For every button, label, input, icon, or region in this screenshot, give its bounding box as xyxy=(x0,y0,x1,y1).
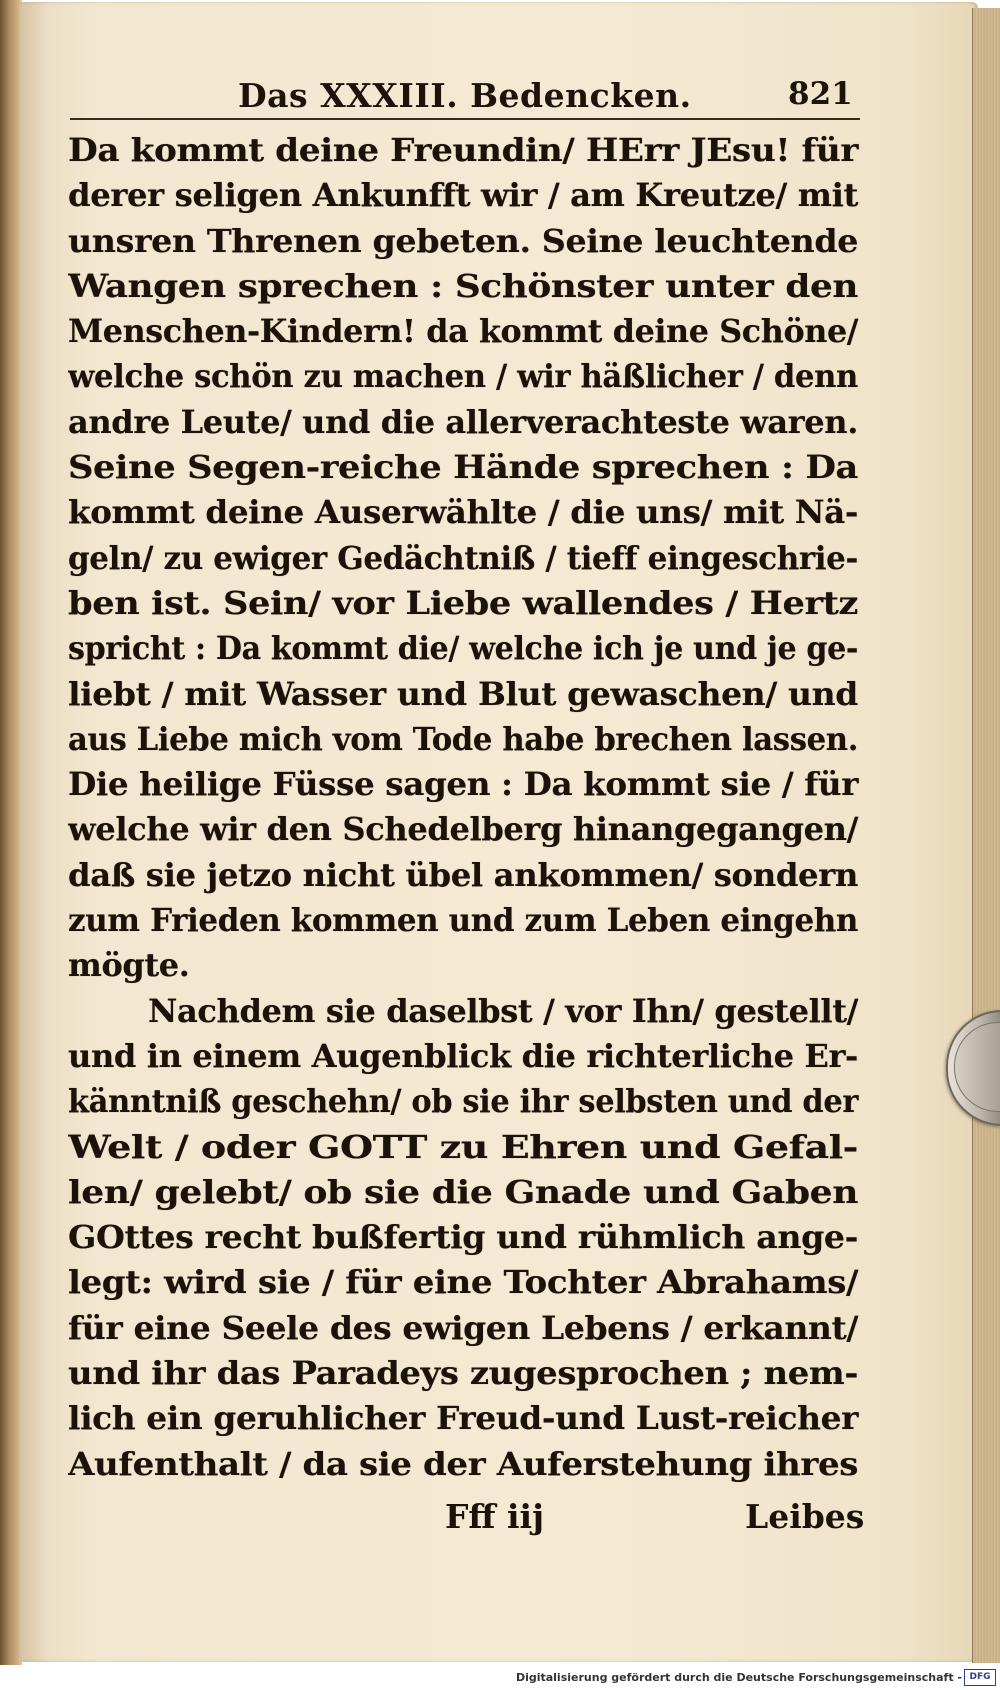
text-line xyxy=(68,1260,868,1305)
text-line-content: derer seligen Ankunfft wir / am Kreutze/ mit xyxy=(68,176,858,215)
text-line xyxy=(68,581,868,626)
text-line-content: känntniß geschehn/ ob sie ihr selbsten und der xyxy=(68,1082,858,1121)
text-line xyxy=(68,1215,868,1260)
text-line xyxy=(68,989,868,1034)
header-rule xyxy=(70,118,860,120)
text-line-content: Menschen-Kindern! da kommt deine Schöne/ xyxy=(68,312,858,351)
text-line xyxy=(68,1442,868,1487)
running-title: Das XXXIII. Bedencken. xyxy=(238,76,692,115)
text-line-content: andre Leute/ und die allerverachteste waren. xyxy=(68,402,858,441)
text-line-content: und ihr das Paradeys zugesprochen ; nem- xyxy=(68,1354,858,1393)
text-line xyxy=(68,717,868,762)
page-fore-edge xyxy=(972,8,1000,1663)
text-line xyxy=(68,1125,868,1170)
text-line-content: len/ gelebt/ ob sie die Gnade und Gaben xyxy=(68,1172,858,1211)
text-line xyxy=(68,762,868,807)
text-line xyxy=(68,1306,868,1351)
text-line xyxy=(68,1396,868,1441)
text-line-content: legt: wird sie / für eine Tochter Abrahams/ xyxy=(68,1263,858,1302)
credit-bar xyxy=(0,1665,1000,1690)
text-line-content: Aufenthalt / da sie der Auferstehung ihres xyxy=(68,1444,858,1483)
text-line-content: und in einem Augenblick die richterliche Er- xyxy=(68,1036,858,1075)
text-line xyxy=(68,219,868,264)
dfg-logo-icon: DFG xyxy=(964,1669,996,1686)
text-line-content: liebt / mit Wasser und Blut gewaschen/ und xyxy=(68,674,858,713)
text-line xyxy=(68,264,868,309)
catchword: Leibes xyxy=(745,1497,865,1536)
text-line xyxy=(68,1170,868,1215)
text-line-content: geln/ zu ewiger Gedächtniß / tieff eingeschrie- xyxy=(68,538,858,577)
text-line xyxy=(68,128,868,173)
text-line xyxy=(68,490,868,535)
text-line-content: für eine Seele des ewigen Lebens / erkannt/ xyxy=(68,1308,858,1347)
left-page-edge xyxy=(0,0,22,1665)
body-text xyxy=(68,128,868,1487)
text-line-content: unsren Threnen gebeten. Seine leuchtende xyxy=(68,221,858,260)
text-line-content: GOttes recht bußfertig und rühmlich ange- xyxy=(68,1218,858,1257)
text-line-content: kommt deine Auserwählte / die uns/ mit Nä- xyxy=(68,493,858,532)
text-line-content: ben ist. Sein/ vor Liebe wallendes / Hertz xyxy=(68,583,858,622)
text-line-content: mögte. xyxy=(68,946,190,985)
text-line xyxy=(68,1079,868,1124)
text-line-content: Wangen sprechen : Schönster unter den xyxy=(68,266,858,305)
text-line xyxy=(68,853,868,898)
text-line xyxy=(68,445,868,490)
signature-mark: Fff iij xyxy=(445,1497,545,1536)
text-line xyxy=(68,943,868,988)
text-line xyxy=(68,309,868,354)
text-line-content: spricht : Da kommt die/ welche ich je und je ge- xyxy=(68,629,858,668)
text-line-content: zum Frieden kommen und zum Leben eingehn xyxy=(68,901,858,940)
page-number: 821 xyxy=(788,76,853,112)
text-line xyxy=(68,173,868,218)
credit-text: Digitalisierung gefördert durch die Deutsche Forschungsgemeinschaft - xyxy=(515,1671,962,1684)
text-line xyxy=(68,807,868,852)
text-line xyxy=(68,626,868,671)
text-line-content: Seine Segen-reiche Hände sprechen : Da xyxy=(68,448,858,487)
text-line-content: welche wir den Schedelberg hinangegangen/ xyxy=(68,810,858,849)
text-line-content: lich ein geruhlicher Freud-und Lust-reicher xyxy=(68,1399,859,1438)
text-line xyxy=(68,354,868,399)
text-line xyxy=(68,898,868,943)
text-line-content: Die heilige Füsse sagen : Da kommt sie / für xyxy=(68,765,858,804)
page-header xyxy=(70,76,870,122)
text-line-content: Da kommt deine Freundin/ HErr JEsu! für xyxy=(68,131,859,169)
text-line-content: welche schön zu machen / wir häßlicher / denn xyxy=(68,357,858,396)
text-line xyxy=(68,536,868,581)
text-line xyxy=(68,400,868,445)
text-line-content: Nachdem sie daselbst / vor Ihn/ gestellt/ xyxy=(148,991,859,1030)
text-line-content: daß sie jetzo nicht übel ankommen/ sondern xyxy=(68,855,858,894)
text-line-content: Welt / oder GOTT zu Ehren und Gefal- xyxy=(68,1127,858,1166)
text-line xyxy=(68,672,868,717)
text-line xyxy=(68,1351,868,1396)
text-line xyxy=(68,1034,868,1079)
text-line-content: aus Liebe mich vom Tode habe brechen lassen. xyxy=(68,719,858,758)
